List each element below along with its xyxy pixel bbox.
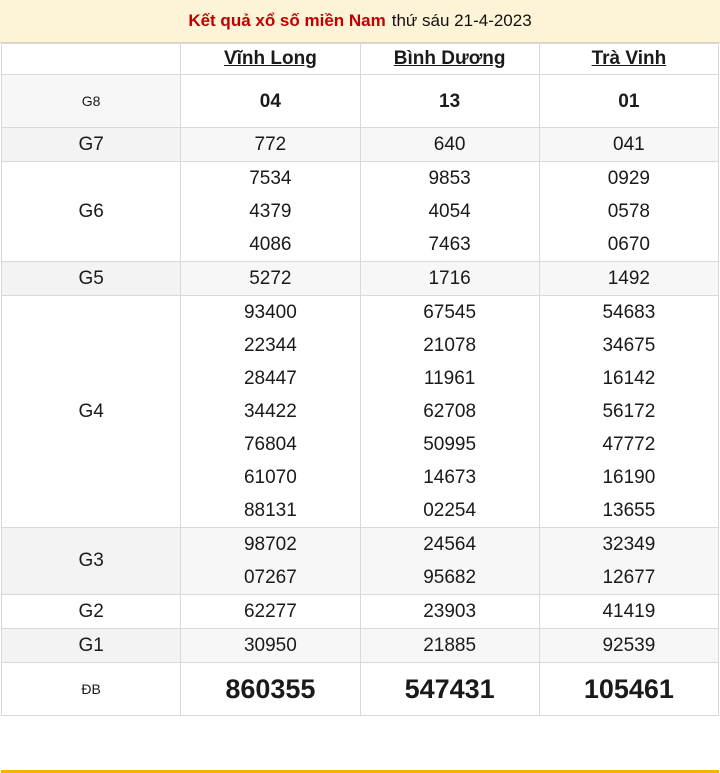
prize-cell-db-2 <box>539 663 718 716</box>
prize-number: 07267 <box>243 567 297 588</box>
prize-number: 30950 <box>243 635 297 656</box>
prize-label-g7: G7 <box>2 128 181 162</box>
prize-number: 28447 <box>243 368 297 389</box>
prize-label-g4: G4 <box>2 296 181 528</box>
prize-cell-db-1 <box>360 663 539 716</box>
prize-cell-g7-0 <box>181 128 360 162</box>
prize-number: 50995 <box>423 434 477 455</box>
province-header-0[interactable]: Vĩnh Long <box>181 44 360 75</box>
prize-cell-g2-2 <box>539 595 718 629</box>
prize-cell-g6-0 <box>181 162 360 262</box>
prize-number: 67545 <box>423 302 477 323</box>
prize-number: 4379 <box>249 201 292 222</box>
prize-number: 21078 <box>423 335 477 356</box>
table-row <box>2 262 719 296</box>
prize-number: 12677 <box>602 567 656 588</box>
prize-number: 041 <box>613 134 645 155</box>
table-row <box>2 595 719 629</box>
prize-number: 0670 <box>607 234 651 255</box>
prize-number: 4086 <box>249 234 292 255</box>
prize-number: 547431 <box>404 673 495 704</box>
prize-number: 860355 <box>225 673 316 704</box>
prize-cell-g7-2 <box>539 128 718 162</box>
corner-cell <box>2 44 181 75</box>
page-title: Kết quả xổ số miền Nam <box>188 11 386 30</box>
prize-number: 98702 <box>243 534 297 555</box>
table-row <box>2 528 719 595</box>
prize-cell-g8-0 <box>181 75 360 128</box>
prize-cell-g6-1 <box>360 162 539 262</box>
prize-number: 54683 <box>602 302 656 323</box>
table-row <box>2 629 719 663</box>
prize-cell-g5-1 <box>360 262 539 296</box>
prize-cell-db-0 <box>181 663 360 716</box>
prize-number: 32349 <box>602 534 656 555</box>
prize-cell-g2-0 <box>181 595 360 629</box>
prize-number: 7463 <box>428 234 471 255</box>
prize-number: 56172 <box>602 401 656 422</box>
prize-cell-g1-2 <box>539 629 718 663</box>
table-row <box>2 663 719 716</box>
prize-number: 11961 <box>423 368 476 389</box>
prize-number: 23903 <box>423 601 477 622</box>
prize-number: 105461 <box>583 673 674 704</box>
prize-cell-g3-0 <box>181 528 360 595</box>
prize-number: 9853 <box>428 168 471 189</box>
prize-number: 62277 <box>243 601 297 622</box>
prize-cell-g3-2 <box>539 528 718 595</box>
prize-label-g1: G1 <box>2 629 181 663</box>
prize-number: 640 <box>433 134 466 155</box>
prize-label-g2: G2 <box>2 595 181 629</box>
prize-number: 22344 <box>243 335 297 356</box>
prize-cell-g4-0 <box>181 296 360 528</box>
prize-number: 1492 <box>607 268 651 289</box>
prize-cell-g8-2 <box>539 75 718 128</box>
prize-cell-g1-0 <box>181 629 360 663</box>
prize-cell-g8-1 <box>360 75 539 128</box>
prize-number: 61070 <box>243 467 297 488</box>
prize-cell-g3-1 <box>360 528 539 595</box>
prize-label-g6: G6 <box>2 162 181 262</box>
prize-number: 95682 <box>423 567 477 588</box>
prize-number: 62708 <box>423 401 477 422</box>
results-table <box>1 43 719 716</box>
prize-number: 1716 <box>428 268 471 289</box>
prize-cell-g4-2 <box>539 296 718 528</box>
table-row <box>2 296 719 528</box>
province-header-1[interactable]: Bình Dương <box>360 44 539 75</box>
table-header-row <box>2 44 719 75</box>
prize-number: 14673 <box>423 467 477 488</box>
prize-cell-g4-1 <box>360 296 539 528</box>
table-row <box>2 75 719 128</box>
prize-cell-g5-0 <box>181 262 360 296</box>
prize-number: 5272 <box>249 268 292 289</box>
prize-number: 772 <box>254 134 287 155</box>
province-header-2[interactable]: Trà Vinh <box>539 44 718 75</box>
prize-number: 02254 <box>423 500 477 521</box>
prize-number: 13655 <box>602 500 656 521</box>
prize-number: 92539 <box>602 635 656 656</box>
prize-cell-g2-1 <box>360 595 539 629</box>
prize-number: 47772 <box>602 434 656 455</box>
prize-number: 4054 <box>428 201 471 222</box>
prize-label-db: ĐB <box>2 663 181 716</box>
prize-label-g5: G5 <box>2 262 181 296</box>
prize-number: 34675 <box>602 335 656 356</box>
prize-cell-g1-1 <box>360 629 539 663</box>
prize-number: 24564 <box>423 534 477 555</box>
prize-number: 16190 <box>602 467 656 488</box>
table-row <box>2 162 719 262</box>
prize-cell-g6-2 <box>539 162 718 262</box>
prize-label-g3: G3 <box>2 528 181 595</box>
prize-number: 16142 <box>602 368 656 389</box>
prize-number: 13 <box>439 90 461 112</box>
prize-number: 76804 <box>243 434 297 455</box>
prize-number: 93400 <box>243 302 297 323</box>
prize-number: 01 <box>618 90 640 112</box>
prize-cell-g7-1 <box>360 128 539 162</box>
table-row <box>2 128 719 162</box>
prize-number: 0578 <box>607 201 651 222</box>
prize-number: 0929 <box>607 168 651 189</box>
prize-label-g8: G8 <box>2 75 181 128</box>
prize-number: 88131 <box>243 500 297 521</box>
page-title-bar <box>0 0 720 43</box>
prize-number: 04 <box>259 90 281 112</box>
prize-number: 7534 <box>249 168 292 189</box>
page-title-date: thứ sáu 21-4-2023 <box>391 11 532 30</box>
prize-cell-g5-2 <box>539 262 718 296</box>
prize-number: 41419 <box>602 601 656 622</box>
prize-number: 34422 <box>243 401 297 422</box>
prize-number: 21885 <box>423 635 477 656</box>
